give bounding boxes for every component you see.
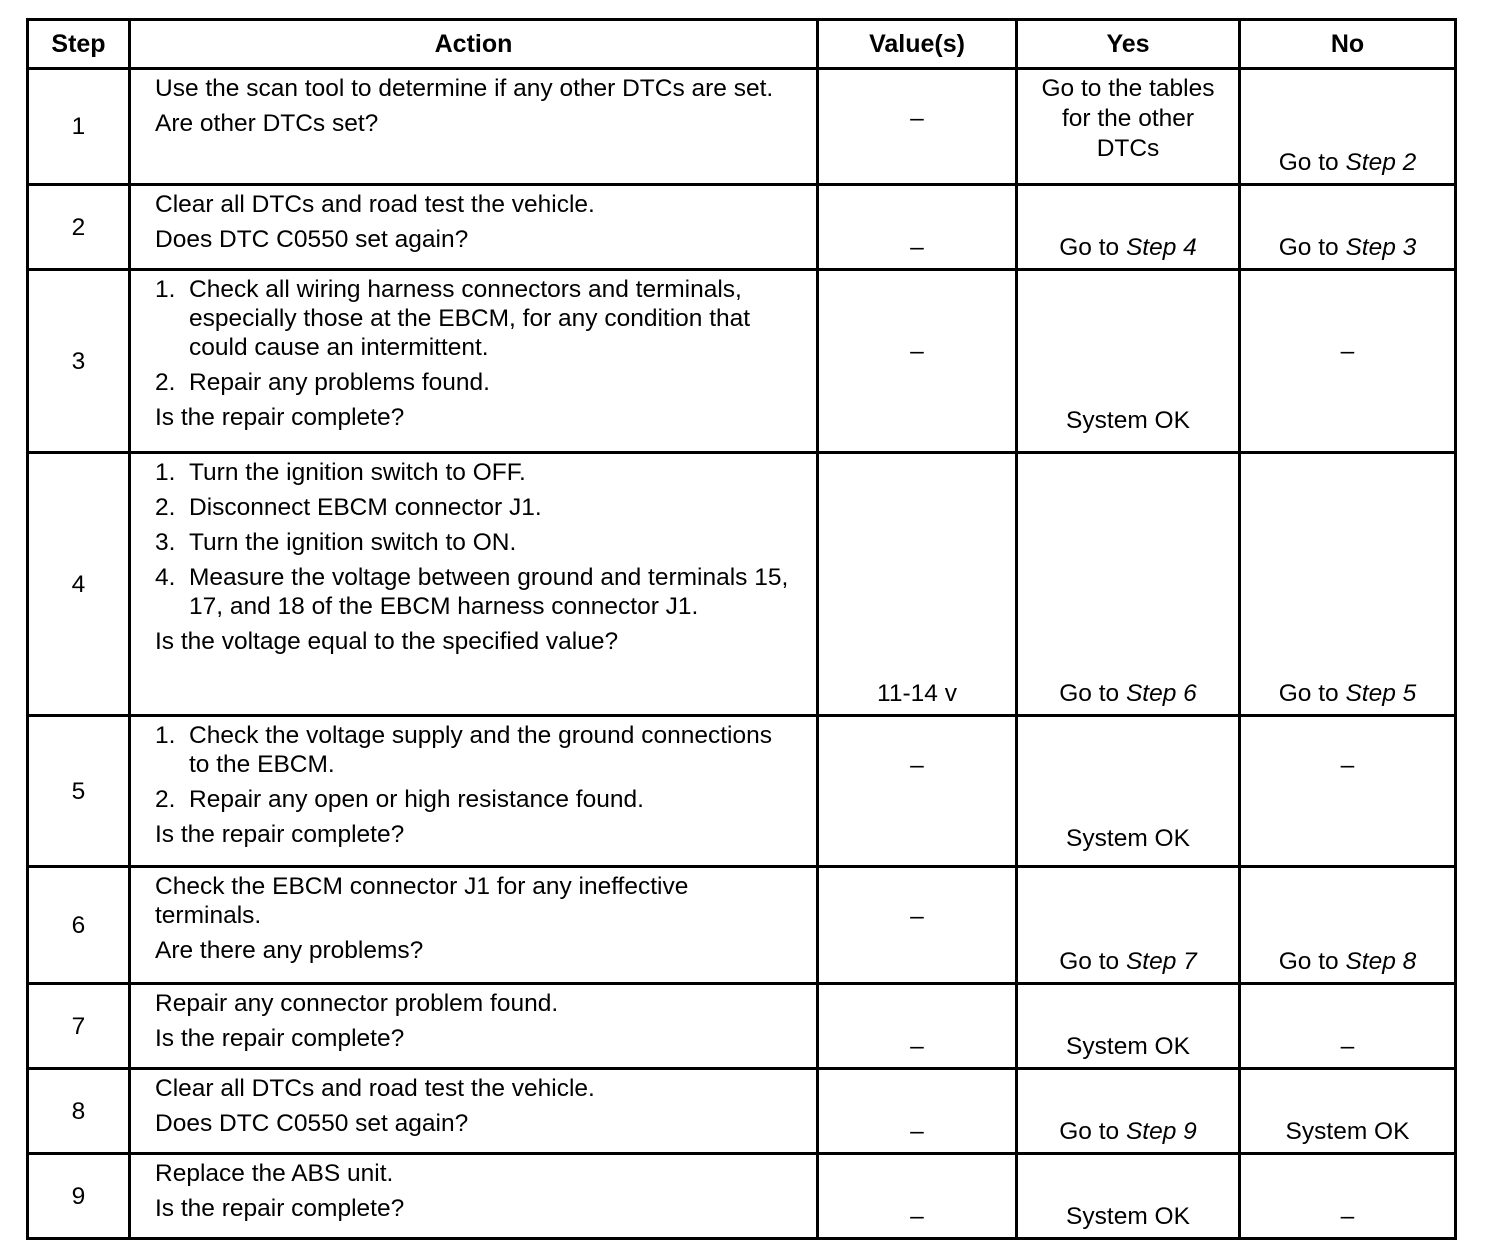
step-link: Step 4 (1125, 234, 1197, 261)
yes-cell: System OK (1017, 716, 1240, 867)
value-cell: – (818, 867, 1017, 984)
no-cell: – (1240, 1154, 1456, 1239)
step-link: Step 5 (1345, 680, 1417, 707)
action-cell (130, 185, 818, 270)
action-cell (130, 453, 818, 716)
step-link: Step 6 (1125, 680, 1197, 707)
step-link: Step 8 (1345, 948, 1417, 975)
table-row (28, 270, 1456, 453)
no-cell: Go to Step 8 (1240, 867, 1456, 984)
action-text: Check the EBCM connector J1 for any ineffective terminals. (155, 873, 689, 929)
yes-cell: System OK (1017, 270, 1240, 453)
table-row (28, 453, 1456, 716)
action-cell (130, 867, 818, 984)
table-row (28, 1154, 1456, 1239)
action-cell (130, 1069, 818, 1154)
step-number: 1 (28, 69, 130, 185)
yes-cell: Go to the tables for the other DTCs (1017, 69, 1240, 185)
yes-cell: Go to Step 4 (1017, 185, 1240, 270)
step-link: Step 2 (1345, 149, 1417, 176)
step-number: 3 (28, 270, 130, 453)
header-no: No (1240, 20, 1456, 69)
step-number: 4 (28, 453, 130, 716)
table-row (28, 716, 1456, 867)
action-question: Are other DTCs set? (155, 110, 379, 137)
no-cell: – (1240, 716, 1456, 867)
action-item: 2. Disconnect EBCM connector J1. (155, 494, 542, 521)
action-text: Replace the ABS unit. (155, 1160, 394, 1187)
header-step: Step (28, 20, 130, 69)
no-cell: System OK (1240, 1069, 1456, 1154)
table-row (28, 867, 1456, 984)
value-cell: – (818, 716, 1017, 867)
no-cell: – (1240, 270, 1456, 453)
action-question: Is the repair complete? (155, 1195, 405, 1222)
table-row (28, 1069, 1456, 1154)
action-text: Repair any connector problem found. (155, 990, 559, 1017)
table-row (28, 185, 1456, 270)
table-row (28, 69, 1456, 185)
value-cell: – (818, 984, 1017, 1069)
yes-cell: System OK (1017, 984, 1240, 1069)
value-cell: 11-14 v (818, 453, 1017, 716)
action-text: Clear all DTCs and road test the vehicle. (155, 191, 595, 218)
action-question: Is the repair complete? (155, 1025, 405, 1052)
action-question: Are there any problems? (155, 937, 424, 964)
action-text: Use the scan tool to determine if any other DTCs are set. (155, 75, 774, 102)
action-question: Is the repair complete? (155, 821, 405, 848)
action-question: Is the repair complete? (155, 404, 405, 431)
action-question: Is the voltage equal to the specified value? (155, 628, 619, 655)
action-item: 2. Repair any problems found. (155, 369, 490, 396)
action-cell (130, 716, 818, 867)
step-number: 8 (28, 1069, 130, 1154)
header-row (28, 20, 1456, 69)
step-number: 5 (28, 716, 130, 867)
action-cell (130, 69, 818, 185)
action-text: Clear all DTCs and road test the vehicle. (155, 1075, 595, 1102)
value-cell: – (818, 185, 1017, 270)
step-number: 6 (28, 867, 130, 984)
action-question: Does DTC C0550 set again? (155, 226, 469, 253)
no-cell: Go to Step 2 (1240, 69, 1456, 185)
step-number: 9 (28, 1154, 130, 1239)
header-yes: Yes (1017, 20, 1240, 69)
step-number: 7 (28, 984, 130, 1069)
step-link: Step 9 (1125, 1118, 1197, 1145)
yes-cell: System OK (1017, 1154, 1240, 1239)
action-question: Does DTC C0550 set again? (155, 1110, 469, 1137)
action-item: 2. Repair any open or high resistance found. (155, 786, 644, 813)
value-cell: – (818, 270, 1017, 453)
action-item: 4. Measure the voltage between ground and terminals 15, 17, and 18 of the EBCM harness connector J1. (155, 564, 789, 620)
no-cell: Go to Step 3 (1240, 185, 1456, 270)
value-cell: – (818, 1069, 1017, 1154)
action-cell (130, 270, 818, 453)
action-item: 1. Turn the ignition switch to OFF. (155, 459, 526, 486)
no-cell: Go to Step 5 (1240, 453, 1456, 716)
value-cell: – (818, 1154, 1017, 1239)
action-cell (130, 1154, 818, 1239)
action-cell (130, 984, 818, 1069)
action-item: 1. Check the voltage supply and the ground connections to the EBCM. (155, 722, 772, 778)
no-cell: – (1240, 984, 1456, 1069)
diagnostic-table (26, 18, 1457, 1240)
header-values: Value(s) (818, 20, 1017, 69)
action-item: 3. Turn the ignition switch to ON. (155, 529, 517, 556)
yes-cell: Go to Step 7 (1017, 867, 1240, 984)
header-action: Action (130, 20, 818, 69)
table-row (28, 984, 1456, 1069)
yes-cell: Go to Step 6 (1017, 453, 1240, 716)
step-link: Step 3 (1345, 234, 1417, 261)
value-cell: – (818, 69, 1017, 185)
yes-cell: Go to Step 9 (1017, 1069, 1240, 1154)
step-number: 2 (28, 185, 130, 270)
step-link: Step 7 (1125, 948, 1197, 975)
action-item: 1. Check all wiring harness connectors and terminals, especially those at the EBCM, for any condition that could cause an intermittent. (155, 276, 751, 361)
